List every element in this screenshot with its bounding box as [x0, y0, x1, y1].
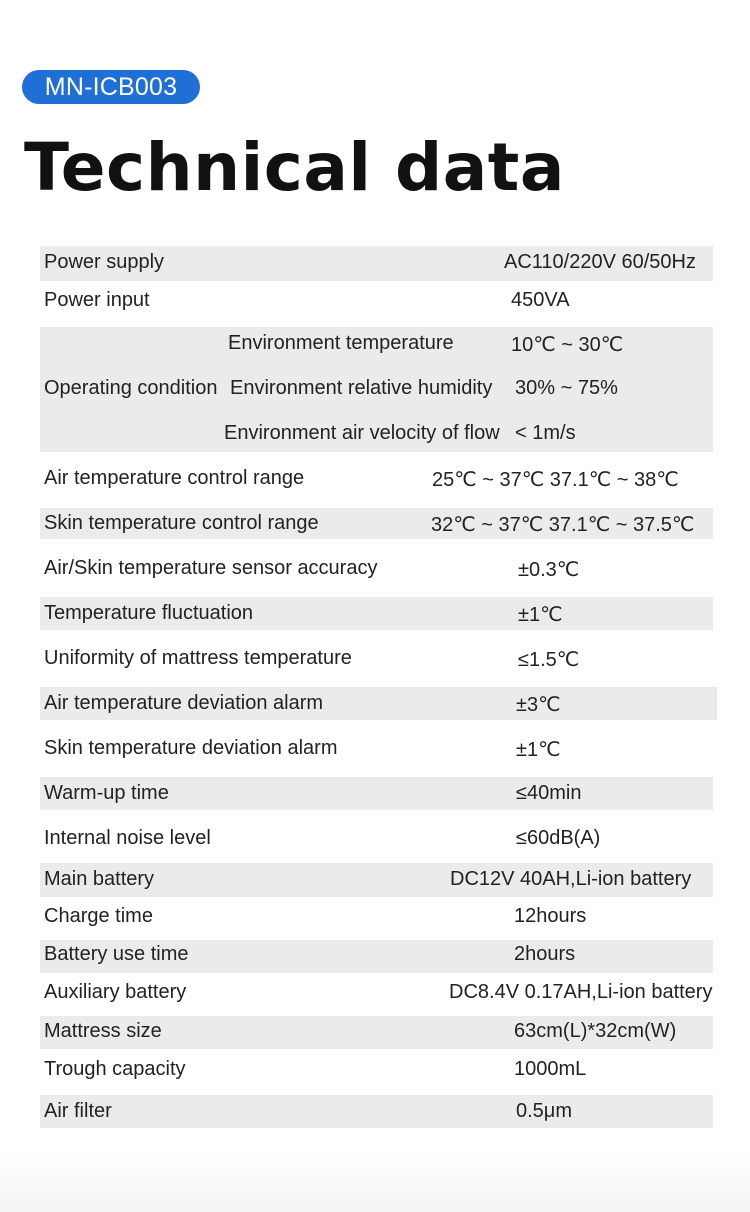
- spec-label: Air/Skin temperature sensor accuracy: [44, 557, 378, 579]
- spec-label: Air temperature control range: [44, 467, 305, 489]
- spec-value: 12hours: [514, 905, 587, 927]
- spec-value: ±1℃: [516, 739, 561, 761]
- spec-value: DC8.4V 0.17AH,Li-ion battery: [449, 981, 713, 1003]
- spec-value: 10℃ ~ 30℃: [511, 334, 624, 356]
- spec-label: Battery use time: [44, 943, 189, 965]
- spec-label: Mattress size: [44, 1020, 162, 1042]
- spec-label: Warm-up time: [44, 782, 169, 804]
- spec-label: Charge time: [44, 905, 153, 927]
- spec-label: Power supply: [44, 251, 165, 273]
- spec-label: Internal noise level: [44, 827, 211, 849]
- spec-value: 450VA: [511, 289, 570, 311]
- model-badge: MN-ICB003: [22, 70, 200, 104]
- spec-value: ±0.3℃: [518, 559, 580, 581]
- spec-value: DC12V 40AH,Li-ion battery: [450, 868, 692, 890]
- spec-label: Auxiliary battery: [44, 981, 187, 1003]
- spec-label: Main battery: [44, 868, 155, 890]
- spec-value: ≤60dB(A): [516, 827, 601, 849]
- spec-label: Temperature fluctuation: [44, 602, 254, 624]
- spec-label: Uniformity of mattress temperature: [44, 647, 352, 669]
- page-title: Technical data: [24, 129, 565, 206]
- spec-value: < 1m/s: [515, 422, 576, 444]
- spec-value: ±3℃: [516, 694, 561, 716]
- spec-value: 30% ~ 75%: [515, 377, 618, 399]
- footer-fade: [0, 1150, 750, 1212]
- spec-label: Skin temperature deviation alarm: [44, 737, 338, 759]
- spec-value: 32℃ ~ 37℃ 37.1℃ ~ 37.5℃: [431, 514, 695, 536]
- spec-value: 2hours: [514, 943, 576, 965]
- row-bg-air-filter: [40, 1095, 713, 1128]
- spec-label: Skin temperature control range: [44, 512, 319, 534]
- spec-value: ≤40min: [516, 782, 582, 804]
- spec-sublabel: Environment temperature: [228, 332, 454, 354]
- spec-value: 63cm(L)*32cm(W): [514, 1020, 677, 1042]
- spec-value: ±1℃: [518, 604, 563, 626]
- spec-label: Operating condition: [44, 377, 218, 399]
- spec-value: 0.5μm: [516, 1100, 572, 1122]
- spec-value: 25℃ ~ 37℃ 37.1℃ ~ 38℃: [432, 469, 679, 491]
- spec-value: AC110/220V 60/50Hz: [504, 251, 696, 273]
- spec-label: Air filter: [44, 1100, 112, 1122]
- spec-sublabel: Environment relative humidity: [230, 377, 493, 399]
- spec-value: 1000mL: [514, 1058, 587, 1080]
- spec-label: Trough capacity: [44, 1058, 186, 1080]
- spec-sublabel: Environment air velocity of flow: [224, 422, 500, 444]
- spec-label: Power input: [44, 289, 150, 311]
- spec-value: ≤1.5℃: [518, 649, 580, 671]
- spec-label: Air temperature deviation alarm: [44, 692, 324, 714]
